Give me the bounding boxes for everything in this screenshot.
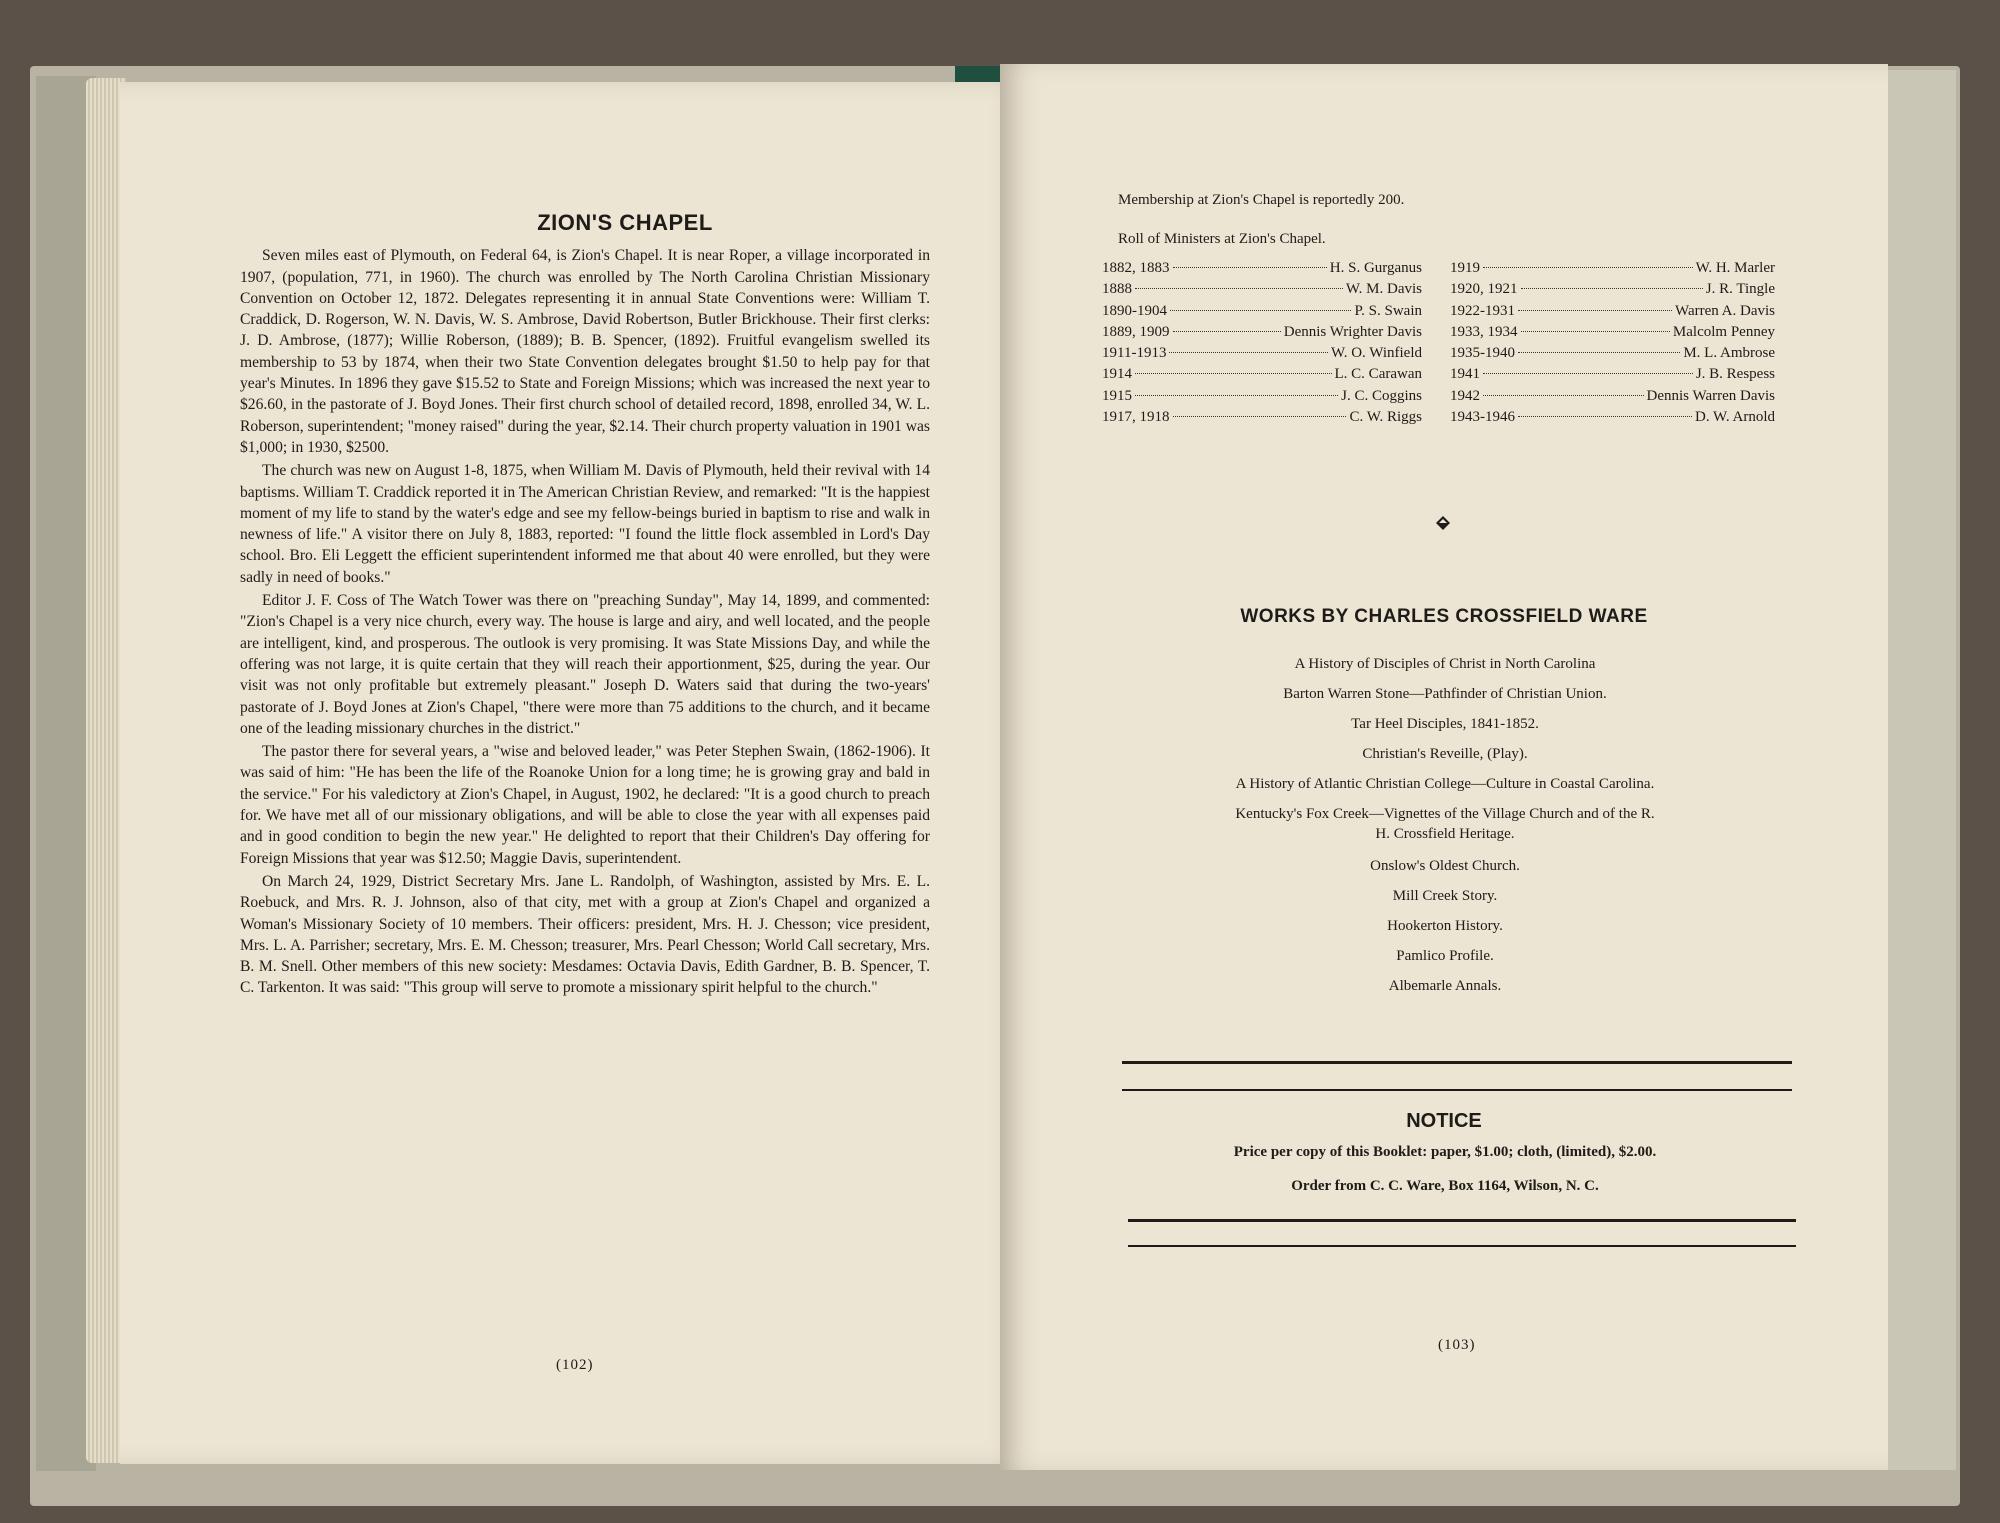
works-item: Barton Warren Stone—Pathfinder of Christian Union. [1283,686,1607,702]
minister-row [1102,322,1422,343]
paragraph: Seven miles east of Plymouth, on Federal 64, is Zion's Chapel. It is near Roper, a village incorporated in 1907, (population, 771, in 1960). The church was enrolled by The North Carolina Christian Missionary Convention on October 12, 1872. Delegates representing it in annual State Conventions were: William T. Craddick, D. Rogerson, W. N. Davis, W. S. Ambrose, David Robertson, Butler Brickhouse. Their first clerks: J. D. Ambrose, (1877); Willie Roberson, (1889); B. B. Spencer, (1892). Fruitful evangelism swelled its membership to 53 by 1874, when their two State Convention delegates brought $1.50 to help pay for that year's Minutes. In 1896 they gave $15.52 to State and Foreign Missions; which was increased the next year to $26.60, in the pastorate of J. Boyd Jones. Their first church school of detailed record, 1898, enrolled 34, W. L. Roberson, superintendent; "money raised" during the year, $2.14. Their church property valuation in 1901 was $1,000; in 1930, $2500. [240,247,930,456]
works-heading: WORKS BY CHARLES CROSSFIELD WARE [1240,606,1648,627]
minister-name: C. W. Riggs [1349,409,1422,426]
works-item: Onslow's Oldest Church. [1370,858,1520,874]
minister-row [1450,407,1775,428]
page-number-right: (103) [1438,1337,1476,1353]
divider-rule [1128,1245,1796,1247]
works-item: Mill Creek Story. [1392,888,1498,904]
divider-rule [1122,1061,1792,1064]
minister-name: D. W. Arnold [1694,409,1775,426]
minister-years: 1915 [1102,387,1132,404]
minister-row [1450,386,1775,407]
works-item: Albemarle Annals. [1388,978,1502,994]
paragraph: On March 24, 1929, District Secretary Mrs. Jane L. Randolph, of Washington, assisted by Mrs. E. L. Roebuck, and Mrs. R. J. Johnson, also of that city, met with a group at Zion's Chapel and organized a Woman's Missionary Society of 10 members. Their officers: president, Mrs. H. J. Chesson; vice president, Mrs. L. A. Parrisher; secretary, Mrs. E. M. Chesson; treasurer, Mrs. Pearl Chesson; World Call secretary, Mrs. B. M. Snell. Other members of this new society: Mesdames: Octavia Davis, Edith Gardner, B. B. Spencer, T. C. Tarkenton. It was said: "This group will serve to promote a missionary spirit helpful to the church." [240,872,930,997]
minister-row [1102,386,1422,407]
minister-name: Malcolm Penney [1672,323,1775,340]
minister-row [1450,364,1775,385]
minister-name: Dennis Warren Davis [1646,387,1775,404]
minister-years: 1943-1946 [1450,409,1515,426]
page-number-left: (102) [556,1357,594,1373]
minister-years: 1919 [1450,260,1480,276]
minister-years: 1933, 1934 [1450,323,1518,340]
minister-years: 1882, 1883 [1102,260,1170,276]
minister-years: 1917, 1918 [1102,409,1170,426]
works-item: Christian's Reveille, (Play). [1362,746,1528,762]
notice-price: Price per copy of this Booklet: paper, $1.00; cloth, (limited), $2.00. [1233,1144,1657,1160]
minister-row [1450,301,1775,322]
ministers-column-right [1450,258,1775,428]
minister-row [1102,343,1422,364]
minister-years: 1922-1931 [1450,302,1515,319]
minister-row [1102,258,1422,279]
left-page-text [240,212,930,1001]
works-item: Hookerton History. [1387,918,1503,934]
minister-years: 1911-1913 [1102,345,1167,362]
works-item: Pamlico Profile. [1396,948,1494,964]
works-item: A History of Atlantic Christian College—Culture in Coastal Carolina. [1235,776,1655,792]
divider-rule [1122,1089,1792,1091]
minister-row [1450,279,1775,300]
minister-years: 1935-1940 [1450,345,1515,362]
minister-name: P. S. Swain [1354,302,1422,319]
minister-name: H. S. Gurganus [1329,260,1422,276]
works-item: A History of Disciples of Christ in North Carolina [1294,656,1596,672]
minister-row [1102,301,1422,322]
minister-years: 1888 [1102,281,1132,298]
divider-rule [1128,1219,1796,1222]
works-item: Kentucky's Fox Creek—Vignettes of the Village Church and of the R. H. Crossfield Heritage. [1235,806,1655,842]
notice-heading: NOTICE [1406,1110,1482,1132]
page-title: ZION'S CHAPEL [537,210,713,235]
paragraph: The pastor there for several years, a "wise and beloved leader," was Peter Stephen Swain, (1862-1906). It was said of him: "He has been the life of the Roanoke Union for a long time; he is growing gray and bald in the service." For his valedictory at Zion's Chapel, in August, 1902, he declared: "It is a good church to preach for. We have met all of our missionary obligations, and will be able to close the year with all expenses paid and in good condition to begin the new year." He delighted to report that their Children's Day offering for Foreign Missions that year was $12.50; Maggie Davis, superintendent. [240,743,930,867]
works-item: Tar Heel Disciples, 1841-1852. [1351,716,1539,732]
paragraph: Editor J. F. Coss of The Watch Tower was there on "preaching Sunday", May 14, 1899, and commented: "Zion's Chapel is a very nice church, every way. The house is large and airy, and well located, and the people are intelligent, kind, and prosperous. The outlook is very promising. It was State Missions Day, and while the offering was not large, it is quite certain that they will reach their apportionment, $25, during the year. Our visit was not only profitable but extremely pleasant." Joseph D. Waters said that during the two-years' pastorate of J. Boyd Jones at Zion's Chapel, "there were more than 75 additions to the church, and it became one of the leading missionary churches in the district." [240,592,930,737]
minister-name: J. R. Tingle [1705,281,1775,298]
minister-years: 1914 [1102,366,1132,383]
book-cover-right [1886,70,1956,1470]
minister-name: L. C. Carawan [1334,366,1422,383]
roll-heading: Roll of Ministers at Zion's Chapel. [1118,231,1326,247]
minister-name: W. M. Davis [1345,281,1422,298]
minister-name: Dennis Wrighter Davis [1283,323,1422,340]
minister-row [1450,322,1775,343]
membership-line: Membership at Zion's Chapel is reportedly 200. [1118,192,1405,208]
minister-name: Warren A. Davis [1674,302,1775,319]
ministers-column-left [1102,258,1422,428]
paragraph: The church was new on August 1-8, 1875, when William M. Davis of Plymouth, held their revival with 14 baptisms. William T. Craddick reported it in The American Christian Review, and remarked: "It is the happiest moment of my life to stand by the water's edge and see my fellow-beings buried in baptism to rise and walk in newness of life." A visitor there on July 8, 1883, reported: "I found the little flock assembled in Lord's Day school. Bro. Eli Leggett the efficient superintendent informed me that about 40 were enrolled, but they were sadly in need of books." [240,462,930,586]
minister-years: 1920, 1921 [1450,281,1518,298]
minister-row [1102,364,1422,385]
minister-years: 1942 [1450,387,1480,404]
minister-years: 1889, 1909 [1102,323,1170,340]
minister-row [1450,258,1775,279]
minister-row [1102,279,1422,300]
minister-years: 1890-1904 [1102,302,1167,319]
works-list [1100,654,1790,1006]
notice-order: Order from C. C. Ware, Box 1164, Wilson, N. C. [1291,1178,1599,1194]
minister-name: W. O. Winfield [1330,345,1422,362]
minister-row [1102,407,1422,428]
minister-name: J. C. Coggins [1341,387,1422,404]
minister-years: 1941 [1450,366,1480,383]
diamond-ornament-icon [1436,516,1450,530]
minister-name: M. L. Ambrose [1683,345,1775,362]
minister-row [1450,343,1775,364]
minister-name: W. H. Marler [1695,260,1775,276]
minister-name: J. B. Respess [1695,366,1775,383]
